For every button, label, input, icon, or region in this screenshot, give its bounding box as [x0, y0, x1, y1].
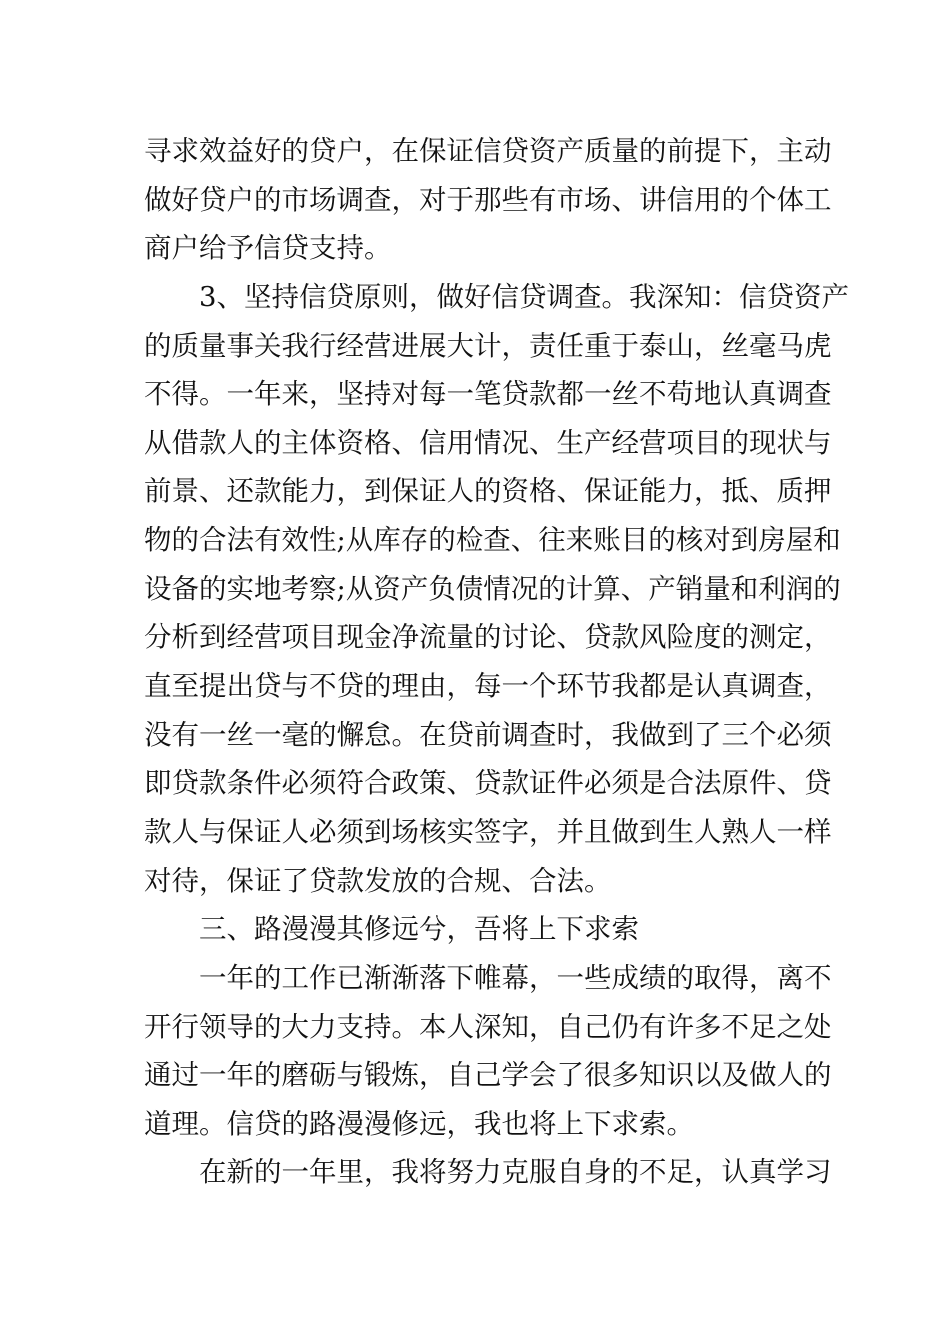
text-line: 做好贷户的市场调查，对于那些有市场、讲信用的个体工	[144, 183, 832, 216]
text-line: 即贷款条件必须符合政策、贷款证件必须是合法原件、贷	[144, 767, 832, 800]
text-line: 分析到经营项目现金净流量的讨论、贷款风险度的测定，	[144, 621, 832, 654]
text-line: 不得。一年来，坚持对每一笔贷款都一丝不苟地认真调查	[144, 378, 832, 411]
text-line: 道理。信贷的路漫漫修远，我也将上下求索。	[144, 1107, 694, 1140]
text-line: 三、路漫漫其修远兮，吾将上下求索	[199, 913, 639, 946]
text-line: 前景、还款能力，到保证人的资格、保证能力，抵、质押	[144, 475, 832, 508]
text-line: 寻求效益好的贷户，在保证信贷资产质量的前提下，主动	[144, 135, 832, 167]
text-line: 在新的一年里，我将努力克服自身的不足，认真学习	[199, 1156, 832, 1189]
text-line: 直至提出贷与不贷的理由，每一个环节我都是认真调查，	[144, 670, 832, 703]
text-line: 设备的实地考察;从资产负债情况的计算、产销量和利润的	[144, 572, 841, 605]
text-line: 的质量事关我行经营进展大计，责任重于泰山，丝毫马虎	[144, 329, 832, 362]
text-line: 商户给予信贷支持。	[144, 232, 392, 265]
text-line: 通过一年的磨砺与锻炼，自己学会了很多知识以及做人的	[144, 1059, 832, 1092]
text-line: 物的合法有效性;从库存的检查、往来账目的核对到房屋和	[144, 524, 841, 557]
text-line: 3、坚持信贷原则，做好信贷调查。我深知：信贷资产	[199, 280, 849, 313]
text-line: 一年的工作已渐渐落下帷幕，一些成绩的取得，离不	[199, 961, 832, 994]
text-line: 从借款人的主体资格、信用情况、生产经营项目的现状与	[144, 426, 832, 459]
text-line: 开行领导的大力支持。本人深知，自己仍有许多不足之处	[144, 1010, 832, 1043]
text-line: 款人与保证人必须到场核实签字，并且做到生人熟人一样	[144, 815, 832, 848]
text-line: 对待，保证了贷款发放的合规、合法。	[144, 864, 612, 897]
text-line: 没有一丝一毫的懈怠。在贷前调查时，我做到了三个必须	[144, 718, 832, 751]
document-body	[144, 127, 849, 1197]
